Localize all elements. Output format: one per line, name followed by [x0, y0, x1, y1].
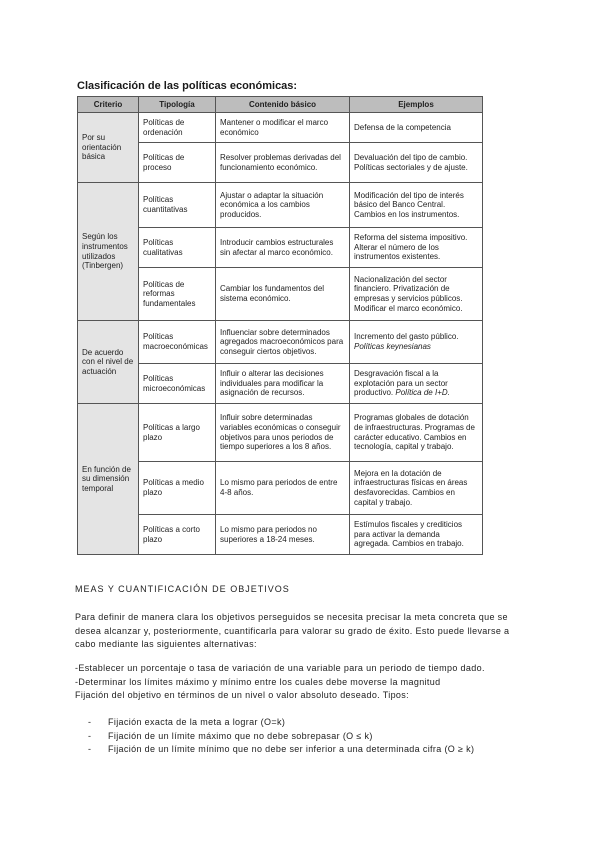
table-row [78, 268, 483, 321]
contenido-cell: Resolver problemas derivadas del funcionamiento económico. [216, 143, 350, 183]
ejemplos-cell: Reforma del sistema impositivo. Alterar el número de los instrumentos existentes. [350, 228, 483, 268]
tipologia-cell: Políticas de ordenación [139, 113, 216, 143]
list-item-text: Fijación de un límite mínimo que no debe ser inferior a una determinada cifra (O ≥ k) [108, 744, 475, 754]
tipologia-cell: Políticas a largo plazo [139, 404, 216, 462]
alternative-line-3: Fijación del objetivo en términos de un nivel o valor absoluto deseado. Tipos: [75, 690, 409, 700]
tipologia-cell: Políticas microeconómicas [139, 364, 216, 404]
ejemplos-text: Desgravación fiscal a la explotación para un sector productivo. [354, 369, 448, 398]
list-bullet: - [88, 717, 92, 727]
section-heading: MEAS Y CUANTIFICACIÓN DE OBJETIVOS [75, 584, 290, 594]
intro-paragraph: Para definir de manera clara los objetivos perseguidos se necesita precisar la meta concreta que se desea alcanzar y, posteriormente, cuantificarla para valorar su grado de éxito. Esto puede llevarse a cabo mediante las siguientes alternativas: [75, 612, 510, 649]
header-tipologia: Tipología [139, 97, 216, 113]
tipologia-cell: Políticas de proceso [139, 143, 216, 183]
header-criterio: Criterio [78, 97, 139, 113]
criterion-cell: Según los instrumentos utilizados (Tinbergen) [78, 183, 139, 321]
list-item-text: Fijación exacta de la meta a lograr (O=k) [108, 717, 286, 727]
tipologia-cell: Políticas cualitativas [139, 228, 216, 268]
list-item [88, 743, 528, 757]
contenido-cell: Introducir cambios estructurales sin afectar al marco económico. [216, 228, 350, 268]
ejemplos-cell: Modificación del tipo de interés básico del Banco Central. Cambios en los instrumentos. [350, 183, 483, 228]
criterion-cell: De acuerdo con el nivel de actuación [78, 321, 139, 404]
contenido-cell: Lo mismo para periodos no superiores a 18-24 meses. [216, 515, 350, 555]
contenido-cell: Lo mismo para periodos de entre 4-8 años. [216, 462, 350, 515]
tipologia-cell: Políticas de reformas fundamentales [139, 268, 216, 321]
table-row [78, 462, 483, 515]
list-item [88, 730, 528, 744]
table-row [78, 183, 483, 228]
contenido-cell: Influir sobre determinadas variables económicas o conseguir objetivos para unos periodos de tiempo superiores a los 8 años. [216, 404, 350, 462]
list-item-text: Fijación de un límite máximo que no debe sobrepasar (O ≤ k) [108, 730, 373, 741]
list-bullet: - [88, 730, 92, 741]
ejemplos-cell [350, 364, 483, 404]
ejemplos-text: Incremento del gasto público. [354, 332, 459, 342]
table-row [78, 228, 483, 268]
contenido-cell: Ajustar o adaptar la situación económica a los cambios producidos. [216, 183, 350, 228]
header-contenido: Contenido básico [216, 97, 350, 113]
criterion-cell: En función de su dimensión temporal [78, 404, 139, 555]
contenido-cell: Influir o alterar las decisiones individuales para modificar la asignación de recursos. [216, 364, 350, 404]
alternative-line-1: -Establecer un porcentaje o tasa de variación de una variable para un periodo de tiempo dado. [75, 663, 485, 673]
table-row [78, 321, 483, 364]
ejemplos-cell: Programas globales de dotación de infraestructuras. Programas de carácter educativo. Cambios en tecnología, capital y trabajo. [350, 404, 483, 462]
ejemplos-cell: Devaluación del tipo de cambio. Políticas sectoriales y de ajuste. [350, 143, 483, 183]
table-row [78, 143, 483, 183]
contenido-cell: Mantener o modificar el marco económico [216, 113, 350, 143]
tipologia-cell: Políticas macroeconómicas [139, 321, 216, 364]
ejemplos-italic: Políticas keynesianas [354, 342, 431, 351]
contenido-cell: Influenciar sobre determinados agregados macroeconómicos para conseguir ciertos objetivos. [216, 321, 350, 364]
ejemplos-cell: Nacionalización del sector financiero. Privatización de empresas y servicios públicos. Modificar el marco económico. [350, 268, 483, 321]
ejemplos-cell [350, 321, 483, 364]
tipologia-cell: Políticas cuantitativas [139, 183, 216, 228]
alternative-line-2: -Determinar los límites máximo y mínimo entre los cuales debe moverse la magnitud [75, 677, 441, 687]
policy-classification-table [77, 96, 483, 555]
ejemplos-cell: Estímulos fiscales y crediticios para activar la demanda agregada. Cambios en trabajo. [350, 515, 483, 555]
tipologia-cell: Políticas a corto plazo [139, 515, 216, 555]
ejemplos-cell: Mejora en la dotación de infraestructuras físicas en áreas desfavorecidas. Cambios en capital y trabajo. [350, 462, 483, 515]
criterion-cell: Por su orientación básica [78, 113, 139, 183]
table-row [78, 364, 483, 404]
tipologia-cell: Políticas a medio plazo [139, 462, 216, 515]
table-row [78, 515, 483, 555]
ejemplos-cell: Defensa de la competencia [350, 113, 483, 143]
table-row [78, 113, 483, 143]
objective-types-list [88, 716, 528, 757]
contenido-cell: Cambiar los fundamentos del sistema económico. [216, 268, 350, 321]
list-item [88, 716, 528, 730]
table-title: Clasificación de las políticas económicas: [77, 80, 298, 92]
table-row [78, 404, 483, 462]
ejemplos-italic: Política de I+D. [395, 388, 450, 398]
list-bullet: - [88, 744, 92, 754]
header-ejemplos: Ejemplos [350, 97, 483, 113]
table-header-row [78, 97, 483, 113]
